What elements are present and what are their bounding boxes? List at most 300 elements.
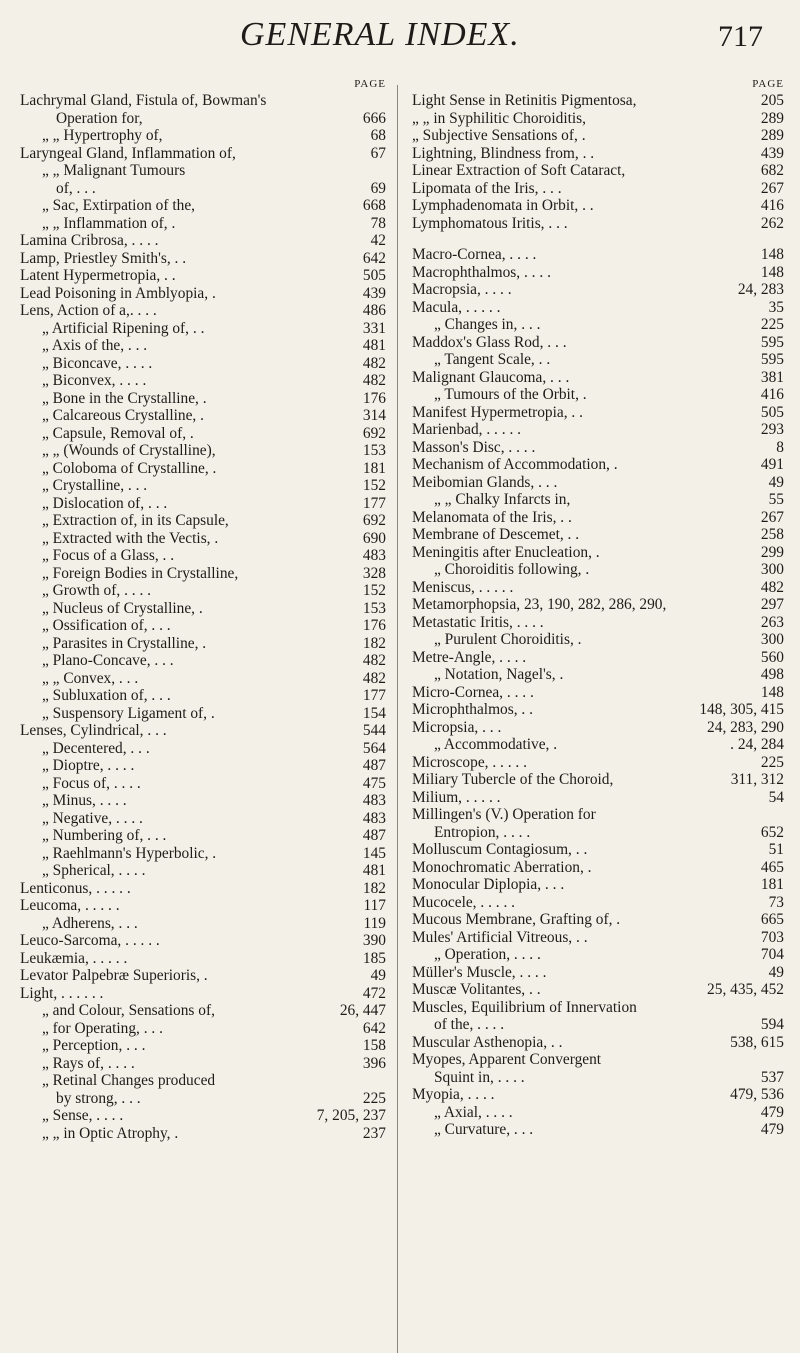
entry-page-ref: 668 — [362, 197, 386, 214]
entry-page-ref: 390 — [362, 932, 386, 949]
index-entry — [412, 614, 784, 632]
entry-term: Myopia, . . . . — [412, 1086, 495, 1103]
entry-term: „ Negative, . . . . — [42, 809, 143, 827]
entry-term: „ Curvature, . . . — [434, 1121, 534, 1138]
entry-page-ref: 416 — [760, 197, 784, 214]
index-entry — [412, 92, 784, 110]
entry-page-ref: 69 — [370, 179, 386, 197]
entry-term: „ Biconvex, . . . . — [42, 372, 147, 389]
index-entry — [412, 474, 784, 492]
entry-term: Lenses, Cylindrical, . . . — [20, 722, 167, 739]
entry-page-ref: 544 — [362, 722, 386, 739]
entry-term: Light, . . . . . . — [20, 984, 104, 1002]
index-entry — [20, 425, 386, 443]
entry-page-ref: 119 — [363, 914, 386, 932]
index-entry — [412, 894, 784, 912]
entry-term: Muscæ Volitantes, . . — [412, 981, 541, 998]
entry-term: Manifest Hypermetropia, . . — [412, 403, 583, 421]
entry-term: „ Suspensory Ligament of, . — [42, 704, 215, 722]
index-entry — [20, 110, 386, 128]
index-entry — [20, 1037, 386, 1055]
right-entry-list — [412, 92, 784, 1139]
entry-page-ref: 472 — [362, 984, 386, 1002]
index-entry — [20, 460, 386, 478]
entry-page-ref: 51 — [768, 841, 784, 858]
index-entry — [412, 386, 784, 404]
index-entry — [412, 771, 784, 789]
entry-term: of the, . . . . — [434, 1016, 505, 1033]
index-entry — [412, 1051, 784, 1069]
index-entry — [412, 264, 784, 282]
entry-term: „ Parasites in Crystalline, . — [42, 634, 207, 652]
index-entry — [20, 635, 386, 653]
entry-page-ref: 225 — [760, 316, 784, 333]
entry-page-ref: 665 — [760, 911, 784, 928]
entry-term: Macropsia, . . . . — [412, 281, 512, 298]
entry-term: „ Axial, . . . . — [434, 1103, 513, 1121]
entry-term: Metastatic Iritis, . . . . — [412, 613, 544, 631]
index-entry — [412, 1016, 784, 1034]
index-entry — [412, 736, 784, 754]
index-entry — [20, 530, 386, 548]
index-entry — [20, 127, 386, 145]
entry-term: „ Changes in, . . . — [434, 316, 541, 333]
index-entry — [412, 579, 784, 597]
index-entry — [412, 1104, 784, 1122]
entry-page-ref: 297 — [760, 596, 784, 613]
index-entry — [20, 775, 386, 793]
index-entry — [20, 92, 386, 110]
entry-page-ref: 158 — [362, 1037, 386, 1054]
entry-term: Müller's Muscle, . . . . — [412, 963, 547, 981]
index-entry — [20, 722, 386, 740]
entry-page-ref: 479 — [760, 1103, 784, 1121]
entry-page-ref: 491 — [760, 456, 784, 473]
index-entry — [20, 477, 386, 495]
index-entry — [412, 1069, 784, 1087]
entry-page-ref: 439 — [760, 144, 784, 162]
left-entry-list — [20, 92, 386, 1142]
index-entry — [20, 197, 386, 215]
entry-page-ref: 177 — [362, 494, 386, 512]
index-entry — [412, 946, 784, 964]
entry-page-ref: 117 — [363, 897, 386, 914]
entry-term: of, . . . — [56, 179, 96, 197]
entry-term: Marienbad, . . . . . — [412, 421, 521, 438]
entry-page-ref: 475 — [362, 774, 386, 792]
index-entry — [412, 145, 784, 163]
entry-page-ref: 49 — [768, 963, 784, 981]
index-entry — [20, 932, 386, 950]
entry-term: Macula, . . . . . — [412, 298, 501, 316]
entry-term: Latent Hypermetropia, . . — [20, 267, 176, 284]
index-entry — [20, 617, 386, 635]
index-entry — [20, 302, 386, 320]
entry-page-ref: 483 — [362, 809, 386, 827]
entry-term: „ „ (Wounds of Crystalline), — [42, 442, 216, 459]
entry-page-ref: 564 — [362, 739, 386, 757]
entry-page-ref: 7, 205, 237 — [316, 1107, 386, 1124]
entry-page-ref: 595 — [760, 333, 784, 351]
index-entry — [412, 929, 784, 947]
index-entry — [412, 281, 784, 299]
entry-term: „ Operation, . . . . — [434, 946, 541, 963]
index-entry — [20, 810, 386, 828]
entry-term: Leuco-Sarcoma, . . . . . — [20, 932, 160, 949]
entry-page-ref: 225 — [362, 1089, 386, 1107]
entry-term: „ Dioptre, . . . . — [42, 757, 135, 774]
page-column-heading: PAGE — [354, 78, 386, 90]
entry-term: Mechanism of Accommodation, . — [412, 456, 618, 473]
entry-page-ref: 73 — [768, 893, 784, 911]
index-entry — [20, 512, 386, 530]
entry-term: Micro-Cornea, . . . . — [412, 683, 534, 701]
entry-page-ref: 267 — [760, 179, 784, 197]
entry-term: Mucous Membrane, Grafting of, . — [412, 911, 621, 928]
entry-page-ref: 293 — [760, 421, 784, 438]
entry-page-ref: 537 — [760, 1068, 784, 1086]
entry-term: „ Raehlmann's Hyperbolic, . — [42, 844, 217, 862]
entry-page-ref: 42 — [370, 232, 386, 249]
index-entry — [20, 705, 386, 723]
index-entry — [412, 162, 784, 180]
entry-page-ref: 396 — [362, 1054, 386, 1072]
index-entry — [20, 845, 386, 863]
entry-page-ref: 67 — [370, 144, 386, 162]
entry-term: „ Capsule, Removal of, . — [42, 424, 194, 442]
index-entry — [412, 824, 784, 842]
index-entry — [412, 421, 784, 439]
entry-page-ref: 225 — [760, 753, 784, 771]
entry-term: „ Notation, Nagel's, . — [434, 666, 564, 683]
entry-term: Light Sense in Retinitis Pigmentosa, — [412, 92, 637, 109]
entry-term: Millingen's (V.) Operation for — [412, 806, 596, 823]
index-entry — [412, 981, 784, 999]
entry-term: „ Nucleus of Crystalline, . — [42, 599, 203, 617]
entry-term: „ Tangent Scale, . . — [434, 351, 551, 368]
index-entry — [412, 701, 784, 719]
entry-term: „ Perception, . . . — [42, 1037, 146, 1054]
index-entry — [412, 334, 784, 352]
entry-term: „ Accommodative, . — [434, 736, 558, 753]
index-entry — [412, 316, 784, 334]
index-entry — [412, 1086, 784, 1104]
index-entry — [412, 1034, 784, 1052]
index-entry — [20, 687, 386, 705]
index-entry — [412, 596, 784, 614]
entry-page-ref: 692 — [362, 512, 386, 529]
entry-page-ref: 328 — [362, 564, 386, 582]
entry-page-ref: 181 — [760, 876, 784, 893]
entry-page-ref: 311, 312 — [730, 771, 784, 788]
entry-term: Macrophthalmos, . . . . — [412, 263, 551, 281]
entry-page-ref: 78 — [370, 214, 386, 232]
entry-page-ref: 595 — [760, 351, 784, 368]
index-entry — [20, 1020, 386, 1038]
index-entry — [20, 337, 386, 355]
entry-term: „ Dislocation of, . . . — [42, 494, 168, 512]
entry-term: Lachrymal Gland, Fistula of, Bowman's — [20, 92, 267, 109]
index-entry — [412, 806, 784, 824]
entry-page-ref: 482 — [362, 652, 386, 669]
entry-term: „ Numbering of, . . . — [42, 827, 167, 844]
entry-term: „ Spherical, . . . . — [42, 862, 146, 879]
entry-page-ref: 439 — [362, 284, 386, 302]
entry-page-ref: 481 — [362, 337, 386, 354]
entry-page-ref: 482 — [362, 669, 386, 687]
index-entry — [20, 880, 386, 898]
index-entry — [20, 915, 386, 933]
entry-term: „ Choroiditis following, . — [434, 561, 590, 578]
index-entry — [412, 526, 784, 544]
entry-page-ref: 153 — [362, 599, 386, 617]
entry-page-ref: 148 — [760, 263, 784, 281]
entry-term: Membrane of Descemet, . . — [412, 526, 580, 543]
entry-term: Mules' Artificial Vitreous, . . — [412, 928, 588, 946]
entry-page-ref: 153 — [362, 442, 386, 459]
entry-term: Meniscus, . . . . . — [412, 578, 514, 596]
entry-page-ref: 148, 305, 415 — [699, 701, 784, 718]
entry-page-ref: 182 — [362, 634, 386, 652]
index-entry — [412, 439, 784, 457]
entry-page-ref: 289 — [760, 109, 784, 127]
entry-page-ref: 483 — [362, 547, 386, 564]
index-entry — [412, 754, 784, 772]
index-entry — [20, 372, 386, 390]
entry-term: Lamina Cribrosa, . . . . — [20, 232, 159, 249]
entry-term: „ Tumours of the Orbit, . — [434, 386, 587, 403]
entry-term: Meibomian Glands, . . . — [412, 473, 558, 491]
entry-term: Masson's Disc, . . . . — [412, 438, 536, 456]
index-entry — [412, 719, 784, 737]
entry-term: Metamorphopsia, 23, 190, 282, 286, 290, — [412, 596, 667, 613]
index-entry — [20, 355, 386, 373]
index-entry — [20, 757, 386, 775]
index-entry — [412, 127, 784, 145]
entry-term: Monocular Diplopia, . . . — [412, 876, 565, 893]
entry-page-ref: 652 — [760, 823, 784, 841]
entry-page-ref: 498 — [760, 666, 784, 683]
index-entry — [412, 456, 784, 474]
entry-term: „ Adherens, . . . — [42, 914, 138, 932]
index-entry — [412, 215, 784, 233]
entry-term: „ Rays of, . . . . — [42, 1054, 135, 1072]
index-entry — [20, 145, 386, 163]
index-entry — [412, 789, 784, 807]
entry-page-ref: 560 — [760, 648, 784, 666]
entry-term: Macro-Cornea, . . . . — [412, 246, 537, 263]
index-entry — [412, 649, 784, 667]
index-entry — [412, 369, 784, 387]
entry-term: Lamp, Priestley Smith's, . . — [20, 249, 187, 267]
index-entry — [412, 876, 784, 894]
index-entry — [412, 180, 784, 198]
index-entry — [20, 950, 386, 968]
entry-page-ref: 258 — [760, 526, 784, 543]
entry-term: „ Sac, Extirpation of the, — [42, 197, 196, 214]
index-entry — [20, 740, 386, 758]
entry-page-ref: 486 — [362, 302, 386, 319]
entry-page-ref: 54 — [768, 788, 784, 806]
entry-page-ref: 482 — [362, 354, 386, 372]
index-entry — [412, 911, 784, 929]
entry-page-ref: 538, 615 — [730, 1033, 784, 1051]
running-header — [0, 12, 800, 68]
entry-page-ref: 289 — [760, 127, 784, 144]
entry-term: Lenticonus, . . . . . — [20, 879, 131, 897]
index-entry — [20, 792, 386, 810]
index-entry — [20, 985, 386, 1003]
left-column — [20, 76, 386, 1142]
entry-term: by strong, . . . — [56, 1089, 141, 1107]
index-entry — [20, 1107, 386, 1125]
entry-term: „ Plano-Concave, . . . — [42, 652, 174, 669]
entry-page-ref: 479, 536 — [730, 1086, 784, 1103]
entry-page-ref: 594 — [760, 1016, 784, 1033]
entry-term: „ Foreign Bodies in Crystalline, — [42, 564, 239, 582]
index-entry — [412, 246, 784, 264]
entry-page-ref: 181 — [362, 459, 386, 477]
index-entry — [412, 964, 784, 982]
entry-page-ref: 154 — [362, 704, 386, 722]
index-entry — [20, 1090, 386, 1108]
entry-page-ref: 300 — [760, 631, 784, 648]
entry-page-ref: 482 — [760, 578, 784, 596]
index-entry — [20, 862, 386, 880]
entry-term: „ Ossification of, . . . — [42, 617, 171, 634]
entry-term: „ Decentered, . . . — [42, 739, 150, 757]
index-entry — [20, 495, 386, 513]
entry-term: „ Focus of, . . . . — [42, 774, 141, 792]
entry-page-ref: 182 — [362, 879, 386, 897]
entry-term: Malignant Glaucoma, . . . — [412, 368, 570, 386]
index-entry — [412, 509, 784, 527]
index-entry — [20, 320, 386, 338]
entry-page-ref: 481 — [362, 862, 386, 879]
entry-term: „ Sense, . . . . — [42, 1107, 124, 1124]
entry-term: Miliary Tubercle of the Choroid, — [412, 771, 614, 788]
index-entry — [412, 491, 784, 509]
index-entry — [412, 404, 784, 422]
entry-page-ref: 237 — [362, 1124, 386, 1142]
entry-page-ref: 49 — [370, 967, 386, 984]
entry-page-ref: 690 — [362, 529, 386, 547]
entry-term: „ Crystalline, . . . — [42, 477, 148, 494]
entry-term: „ Coloboma of Crystalline, . — [42, 459, 217, 477]
entry-page-ref: 145 — [362, 844, 386, 862]
index-entry — [20, 1002, 386, 1020]
index-entry — [20, 390, 386, 408]
section-gap — [412, 232, 784, 246]
entry-page-ref: 148 — [760, 246, 784, 263]
entry-term: „ Subluxation of, . . . — [42, 687, 171, 704]
index-entry — [20, 600, 386, 618]
entry-page-ref: 465 — [760, 858, 784, 876]
entry-page-ref: 505 — [760, 403, 784, 421]
index-entry — [20, 1072, 386, 1090]
entry-term: „ Purulent Choroiditis, . — [434, 631, 582, 648]
entry-page-ref: 24, 283, 290 — [707, 718, 784, 736]
entry-page-ref: 176 — [362, 617, 386, 634]
index-entry — [20, 967, 386, 985]
entry-page-ref: 642 — [362, 1019, 386, 1037]
entry-term: Meningitis after Enucleation, . — [412, 543, 600, 561]
entry-term: Lightning, Blindness from, . . — [412, 144, 595, 162]
index-entry — [412, 561, 784, 579]
entry-term: Lens, Action of a,. . . . — [20, 302, 157, 319]
entry-page-ref: 416 — [760, 386, 784, 403]
index-entry — [20, 215, 386, 233]
entry-term: „ „ in Optic Atrophy, . — [42, 1124, 179, 1142]
entry-term: „ Biconcave, . . . . — [42, 354, 153, 372]
entry-page-ref: 68 — [370, 127, 386, 144]
column-divider — [397, 85, 398, 1353]
entry-page-ref: 505 — [362, 267, 386, 284]
entry-term: Lead Poisoning in Amblyopia, . — [20, 284, 216, 302]
entry-page-ref: 176 — [362, 389, 386, 407]
entry-term: „ Growth of, . . . . — [42, 582, 151, 599]
entry-page-ref: 148 — [760, 683, 784, 701]
entry-page-ref: 703 — [760, 928, 784, 946]
entry-page-ref: 55 — [768, 491, 784, 508]
entry-term: „ „ Chalky Infarcts in, — [434, 491, 571, 508]
entry-page-ref: 314 — [362, 407, 386, 424]
entry-term: „ for Operating, . . . — [42, 1019, 163, 1037]
index-entry — [412, 999, 784, 1017]
entry-term: „ Retinal Changes produced — [42, 1072, 216, 1089]
entry-term: Muscles, Equilibrium of Innervation — [412, 998, 637, 1016]
entry-term: „ Axis of the, . . . — [42, 337, 148, 354]
page-column-heading: PAGE — [752, 78, 784, 90]
index-entry — [20, 232, 386, 250]
entry-term: Entropion, . . . . — [434, 823, 531, 841]
index-entry — [412, 197, 784, 215]
entry-term: „ and Colour, Sensations of, — [42, 1002, 215, 1019]
entry-page-ref: 267 — [760, 508, 784, 526]
entry-page-ref: 482 — [362, 372, 386, 389]
entry-term: Lymphadenomata in Orbit, . . — [412, 197, 594, 214]
index-entry — [412, 351, 784, 369]
entry-term: „ Extracted with the Vectis, . — [42, 529, 219, 547]
entry-page-ref: 682 — [760, 162, 784, 179]
page-title: GENERAL INDEX. — [240, 16, 520, 53]
entry-page-ref: 26, 447 — [339, 1002, 386, 1019]
entry-page-ref: 300 — [760, 561, 784, 578]
entry-term: „ Calcareous Crystalline, . — [42, 407, 204, 424]
entry-term: „ „ Malignant Tumours — [42, 162, 186, 179]
entry-page-ref: 177 — [362, 687, 386, 704]
entry-term: Microphthalmos, . . — [412, 701, 533, 718]
index-entry — [20, 582, 386, 600]
entry-term: Lymphomatous Iritis, . . . — [412, 214, 568, 232]
entry-term: Lipomata of the Iris, . . . — [412, 179, 562, 197]
entry-term: Leucoma, . . . . . — [20, 897, 120, 914]
entry-page-ref: 692 — [362, 424, 386, 442]
entry-term: Squint in, . . . . — [434, 1068, 525, 1086]
entry-page-ref: 666 — [362, 109, 386, 127]
index-entry — [412, 666, 784, 684]
index-entry — [20, 827, 386, 845]
entry-term: „ Minus, . . . . — [42, 792, 127, 809]
entry-page-ref: 262 — [760, 214, 784, 232]
entry-page-ref: 263 — [760, 613, 784, 631]
index-entry — [20, 285, 386, 303]
index-entry — [412, 841, 784, 859]
entry-term: Leukæmia, . . . . . — [20, 949, 128, 967]
entry-page-ref: 49 — [768, 473, 784, 491]
entry-page-ref: 299 — [760, 543, 784, 561]
entry-term: Melanomata of the Iris, . . — [412, 508, 572, 526]
